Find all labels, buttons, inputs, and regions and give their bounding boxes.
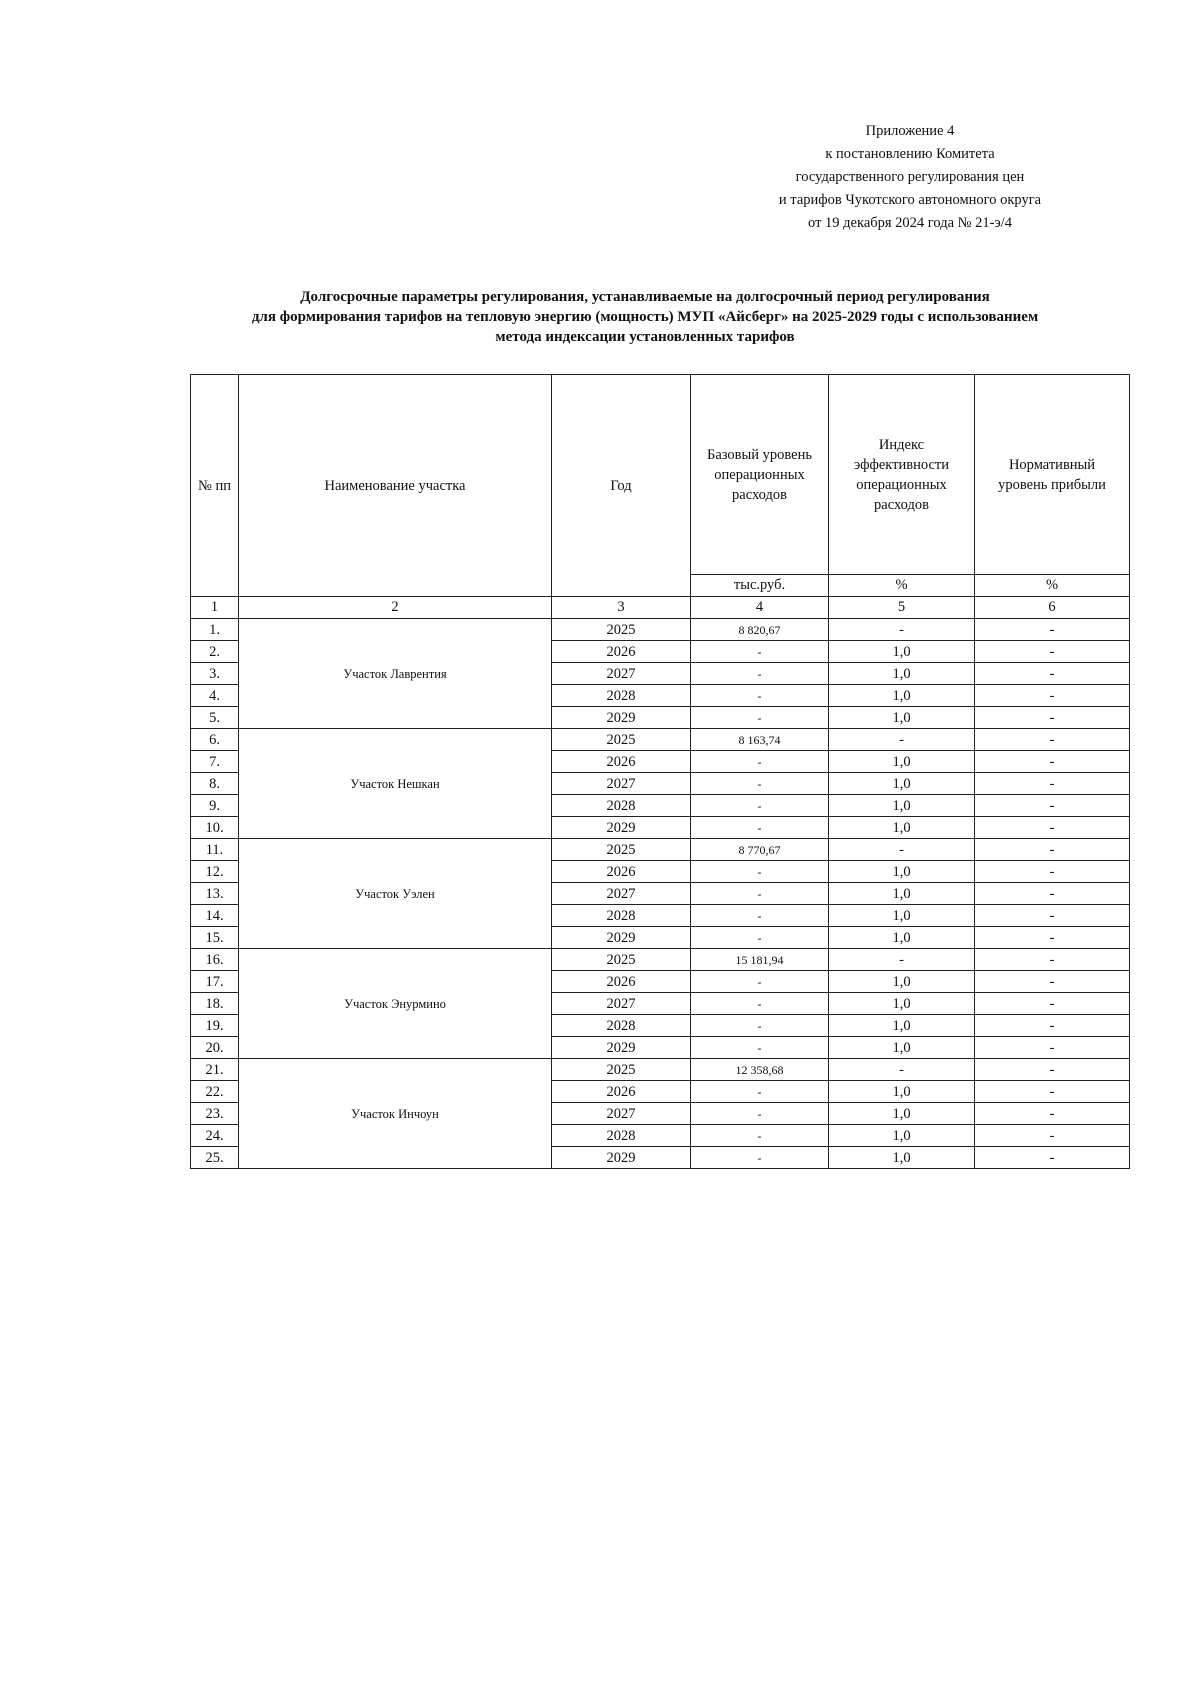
row-year: 2026 — [552, 751, 691, 773]
header-profit-level — [975, 375, 1130, 575]
site-name: Участок Уэлен — [239, 839, 552, 949]
row-base-costs: - — [691, 993, 829, 1015]
row-number: 8. — [191, 773, 239, 795]
parameters-table — [190, 374, 1130, 1169]
row-year: 2029 — [552, 1147, 691, 1169]
unit-base-costs: тыс.руб. — [691, 575, 829, 597]
table-row — [191, 1059, 1130, 1081]
column-number: 6 — [975, 597, 1130, 619]
row-efficiency-index: - — [829, 729, 975, 751]
row-profit-level: - — [975, 993, 1130, 1015]
row-year: 2027 — [552, 1103, 691, 1125]
row-year: 2025 — [552, 619, 691, 641]
row-base-costs: - — [691, 1015, 829, 1037]
row-efficiency-index: 1,0 — [829, 795, 975, 817]
row-profit-level: - — [975, 707, 1130, 729]
row-number: 14. — [191, 905, 239, 927]
site-name: Участок Лаврентия — [239, 619, 552, 729]
column-number: 1 — [191, 597, 239, 619]
row-efficiency-index: 1,0 — [829, 1037, 975, 1059]
row-efficiency-index: 1,0 — [829, 817, 975, 839]
row-profit-level: - — [975, 663, 1130, 685]
row-year: 2029 — [552, 817, 691, 839]
row-base-costs: - — [691, 883, 829, 905]
row-base-costs: 8 770,67 — [691, 839, 829, 861]
row-base-costs: - — [691, 1081, 829, 1103]
column-number: 4 — [691, 597, 829, 619]
row-number: 4. — [191, 685, 239, 707]
row-base-costs: - — [691, 1103, 829, 1125]
row-number: 11. — [191, 839, 239, 861]
row-year: 2026 — [552, 641, 691, 663]
row-year: 2028 — [552, 795, 691, 817]
row-profit-level: - — [975, 839, 1130, 861]
row-year: 2026 — [552, 861, 691, 883]
row-base-costs: - — [691, 971, 829, 993]
row-efficiency-index: 1,0 — [829, 707, 975, 729]
header-efficiency-index-text: Индекс эффективности операционных расходов — [854, 436, 949, 513]
row-profit-level: - — [975, 905, 1130, 927]
appendix-block — [700, 120, 1120, 235]
row-year: 2027 — [552, 773, 691, 795]
table-row — [191, 619, 1130, 641]
row-efficiency-index: 1,0 — [829, 971, 975, 993]
row-profit-level: - — [975, 1059, 1130, 1081]
row-profit-level: - — [975, 1081, 1130, 1103]
row-number: 25. — [191, 1147, 239, 1169]
row-base-costs: - — [691, 641, 829, 663]
unit-efficiency-index: % — [829, 575, 975, 597]
table-row — [191, 839, 1130, 861]
row-profit-level: - — [975, 619, 1130, 641]
appendix-line: от 19 декабря 2024 года № 21-э/4 — [808, 215, 1012, 231]
column-number: 2 — [239, 597, 552, 619]
row-efficiency-index: 1,0 — [829, 883, 975, 905]
row-base-costs: - — [691, 1147, 829, 1169]
row-year: 2026 — [552, 971, 691, 993]
document-title — [195, 287, 1095, 347]
table-row — [191, 949, 1130, 971]
site-name: Участок Энурмино — [239, 949, 552, 1059]
title-line: Долгосрочные параметры регулирования, устанавливаемые на долгосрочный период регулирования — [300, 289, 990, 305]
row-efficiency-index: - — [829, 949, 975, 971]
row-number: 16. — [191, 949, 239, 971]
row-profit-level: - — [975, 971, 1130, 993]
row-profit-level: - — [975, 751, 1130, 773]
row-year: 2027 — [552, 993, 691, 1015]
appendix-line: Приложение 4 — [865, 123, 955, 139]
row-year: 2025 — [552, 839, 691, 861]
row-base-costs: - — [691, 927, 829, 949]
row-base-costs: - — [691, 861, 829, 883]
row-efficiency-index: 1,0 — [829, 663, 975, 685]
row-number: 1. — [191, 619, 239, 641]
row-efficiency-index: 1,0 — [829, 773, 975, 795]
appendix-line: и тарифов Чукотского автономного округа — [778, 192, 1042, 208]
column-number: 5 — [829, 597, 975, 619]
row-year: 2028 — [552, 1125, 691, 1147]
appendix-line: государственного регулирования цен — [795, 169, 1025, 185]
row-number: 18. — [191, 993, 239, 1015]
row-number: 3. — [191, 663, 239, 685]
row-year: 2025 — [552, 1059, 691, 1081]
row-year: 2028 — [552, 1015, 691, 1037]
row-year: 2028 — [552, 905, 691, 927]
row-efficiency-index: 1,0 — [829, 1015, 975, 1037]
row-year: 2029 — [552, 927, 691, 949]
column-number-row — [191, 597, 1130, 619]
row-efficiency-index: - — [829, 839, 975, 861]
row-year: 2027 — [552, 663, 691, 685]
row-number: 2. — [191, 641, 239, 663]
row-profit-level: - — [975, 883, 1130, 905]
row-base-costs: 8 820,67 — [691, 619, 829, 641]
title-line: метода индексации установленных тарифов — [495, 329, 795, 345]
row-year: 2025 — [552, 949, 691, 971]
row-number: 15. — [191, 927, 239, 949]
row-base-costs: - — [691, 817, 829, 839]
row-number: 9. — [191, 795, 239, 817]
row-year: 2026 — [552, 1081, 691, 1103]
row-number: 13. — [191, 883, 239, 905]
row-base-costs: - — [691, 751, 829, 773]
row-efficiency-index: 1,0 — [829, 1125, 975, 1147]
row-efficiency-index: 1,0 — [829, 927, 975, 949]
row-profit-level: - — [975, 795, 1130, 817]
appendix-line: к постановлению Комитета — [825, 146, 995, 162]
site-name: Участок Нешкан — [239, 729, 552, 839]
unit-profit-level: % — [975, 575, 1130, 597]
row-number: 12. — [191, 861, 239, 883]
row-year: 2025 — [552, 729, 691, 751]
row-number: 19. — [191, 1015, 239, 1037]
row-profit-level: - — [975, 1037, 1130, 1059]
row-profit-level: - — [975, 1125, 1130, 1147]
row-number: 10. — [191, 817, 239, 839]
row-efficiency-index: 1,0 — [829, 993, 975, 1015]
row-year: 2028 — [552, 685, 691, 707]
row-efficiency-index: 1,0 — [829, 751, 975, 773]
row-base-costs: - — [691, 1125, 829, 1147]
row-profit-level: - — [975, 817, 1130, 839]
header-profit-level-text: Нормативный уровень прибыли — [998, 456, 1106, 493]
row-number: 17. — [191, 971, 239, 993]
row-profit-level: - — [975, 685, 1130, 707]
column-number: 3 — [552, 597, 691, 619]
site-name: Участок Инчоун — [239, 1059, 552, 1169]
row-profit-level: - — [975, 641, 1130, 663]
row-number: 21. — [191, 1059, 239, 1081]
title-line: для формирования тарифов на тепловую энергию (мощность) МУП «Айсберг» на 2025-2029 годы с использованием — [251, 309, 1039, 325]
row-profit-level: - — [975, 949, 1130, 971]
row-profit-level: - — [975, 729, 1130, 751]
row-number: 24. — [191, 1125, 239, 1147]
row-efficiency-index: 1,0 — [829, 1081, 975, 1103]
row-base-costs: - — [691, 685, 829, 707]
row-number: 5. — [191, 707, 239, 729]
header-site-name: Наименование участка — [239, 375, 552, 597]
row-efficiency-index: 1,0 — [829, 1103, 975, 1125]
header-base-costs-text: Базовый уровень операционных расходов — [707, 446, 812, 503]
row-profit-level: - — [975, 1103, 1130, 1125]
row-number: 7. — [191, 751, 239, 773]
header-efficiency-index — [829, 375, 975, 575]
row-efficiency-index: - — [829, 1059, 975, 1081]
header-base-costs — [691, 375, 829, 575]
row-profit-level: - — [975, 773, 1130, 795]
row-efficiency-index: 1,0 — [829, 1147, 975, 1169]
row-profit-level: - — [975, 861, 1130, 883]
header-year: Год — [552, 375, 691, 597]
row-base-costs: 8 163,74 — [691, 729, 829, 751]
row-efficiency-index: 1,0 — [829, 861, 975, 883]
row-number: 6. — [191, 729, 239, 751]
row-efficiency-index: - — [829, 619, 975, 641]
row-profit-level: - — [975, 1147, 1130, 1169]
row-year: 2029 — [552, 1037, 691, 1059]
row-efficiency-index: 1,0 — [829, 685, 975, 707]
table-row — [191, 729, 1130, 751]
row-profit-level: - — [975, 1015, 1130, 1037]
row-base-costs: 12 358,68 — [691, 1059, 829, 1081]
row-efficiency-index: 1,0 — [829, 905, 975, 927]
row-base-costs: 15 181,94 — [691, 949, 829, 971]
row-profit-level: - — [975, 927, 1130, 949]
row-year: 2027 — [552, 883, 691, 905]
header-row — [191, 375, 1130, 575]
row-year: 2029 — [552, 707, 691, 729]
row-efficiency-index: 1,0 — [829, 641, 975, 663]
row-base-costs: - — [691, 773, 829, 795]
row-number: 20. — [191, 1037, 239, 1059]
header-number: № пп — [191, 375, 239, 597]
row-base-costs: - — [691, 1037, 829, 1059]
row-base-costs: - — [691, 905, 829, 927]
row-base-costs: - — [691, 795, 829, 817]
row-base-costs: - — [691, 707, 829, 729]
row-number: 23. — [191, 1103, 239, 1125]
row-number: 22. — [191, 1081, 239, 1103]
row-base-costs: - — [691, 663, 829, 685]
